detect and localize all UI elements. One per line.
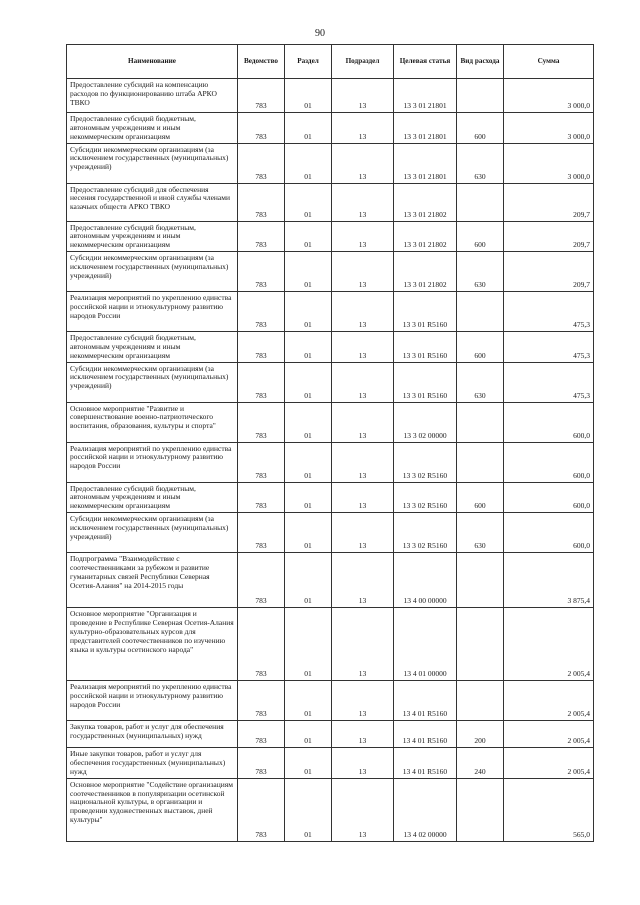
- row-subsection: 13: [332, 402, 394, 442]
- row-section: 01: [285, 221, 332, 252]
- row-section: 01: [285, 183, 332, 221]
- row-subsection: 13: [332, 681, 394, 721]
- row-section: 01: [285, 252, 332, 292]
- row-section: 01: [285, 608, 332, 681]
- row-amount: 2 005,4: [504, 748, 594, 779]
- row-subsection: 13: [332, 748, 394, 779]
- row-expense-type: [457, 292, 504, 332]
- row-department: 783: [238, 79, 285, 113]
- row-subsection: 13: [332, 513, 394, 553]
- row-target-article: 13 4 02 00000: [394, 778, 457, 841]
- row-department: 783: [238, 402, 285, 442]
- table-header-row: [67, 45, 594, 79]
- row-expense-type: 240: [457, 748, 504, 779]
- row-subsection: 13: [332, 482, 394, 513]
- row-name: Подпрограмма "Взаимодействие с соотечественниками за рубежом и развитие гуманитарных связей Республики Северная Осетия-Алания" на 2014-2015 годы: [67, 553, 238, 608]
- row-amount: 209,7: [504, 221, 594, 252]
- table-row: [67, 748, 594, 779]
- table-row: [67, 362, 594, 402]
- row-department: 783: [238, 221, 285, 252]
- row-target-article: 13 3 02 R5160: [394, 442, 457, 482]
- row-name: Основное мероприятие "Развитие и совершенствование военно-патриотического воспитания, образования, культуры и спорта": [67, 402, 238, 442]
- row-amount: 600,0: [504, 482, 594, 513]
- row-department: 783: [238, 681, 285, 721]
- row-expense-type: 600: [457, 221, 504, 252]
- row-name: Субсидии некоммерческим организациям (за исключением государственных (муниципальных) учреждений): [67, 143, 238, 183]
- row-section: 01: [285, 292, 332, 332]
- table-row: [67, 221, 594, 252]
- header-section: Раздел: [285, 45, 332, 79]
- row-name: Иные закупки товаров, работ и услуг для обеспечения государственных (муниципальных) нужд: [67, 748, 238, 779]
- table-row: [67, 332, 594, 363]
- row-expense-type: [457, 402, 504, 442]
- table-row: [67, 513, 594, 553]
- row-department: 783: [238, 721, 285, 748]
- row-amount: 600,0: [504, 513, 594, 553]
- row-amount: 3 000,0: [504, 79, 594, 113]
- row-name: Предоставление субсидий на компенсацию расходов по функционированию штаба АРКО ТВКО: [67, 79, 238, 113]
- row-expense-type: 630: [457, 143, 504, 183]
- row-name: Субсидии некоммерческим организациям (за исключением государственных (муниципальных) учреждений): [67, 513, 238, 553]
- row-name: Реализация мероприятий по укреплению единства российской нации и этнокультурному развитию народов России: [67, 292, 238, 332]
- table-row: [67, 252, 594, 292]
- row-subsection: 13: [332, 553, 394, 608]
- table-row: [67, 292, 594, 332]
- row-amount: 475,3: [504, 332, 594, 363]
- row-target-article: 13 3 01 21801: [394, 113, 457, 144]
- row-amount: 475,3: [504, 292, 594, 332]
- row-amount: 2 005,4: [504, 721, 594, 748]
- row-department: 783: [238, 332, 285, 363]
- row-section: 01: [285, 442, 332, 482]
- row-target-article: 13 3 01 21801: [394, 79, 457, 113]
- row-target-article: 13 3 01 R5160: [394, 292, 457, 332]
- row-department: 783: [238, 608, 285, 681]
- row-subsection: 13: [332, 252, 394, 292]
- row-subsection: 13: [332, 362, 394, 402]
- row-department: 783: [238, 748, 285, 779]
- row-subsection: 13: [332, 79, 394, 113]
- row-amount: 600,0: [504, 402, 594, 442]
- row-target-article: 13 4 01 R5160: [394, 748, 457, 779]
- row-target-article: 13 3 01 21802: [394, 183, 457, 221]
- row-section: 01: [285, 362, 332, 402]
- row-department: 783: [238, 362, 285, 402]
- row-expense-type: [457, 778, 504, 841]
- row-target-article: 13 3 01 R5160: [394, 362, 457, 402]
- table-row: [67, 681, 594, 721]
- row-subsection: 13: [332, 721, 394, 748]
- row-expense-type: [457, 183, 504, 221]
- row-expense-type: 600: [457, 482, 504, 513]
- row-section: 01: [285, 778, 332, 841]
- table-row: [67, 143, 594, 183]
- row-section: 01: [285, 143, 332, 183]
- table-row: [67, 553, 594, 608]
- row-section: 01: [285, 553, 332, 608]
- row-amount: 3 000,0: [504, 143, 594, 183]
- row-expense-type: [457, 681, 504, 721]
- row-subsection: 13: [332, 608, 394, 681]
- row-department: 783: [238, 183, 285, 221]
- row-target-article: 13 3 02 00000: [394, 402, 457, 442]
- row-amount: 209,7: [504, 183, 594, 221]
- table-row: [67, 79, 594, 113]
- row-department: 783: [238, 252, 285, 292]
- row-name: Предоставление субсидий бюджетным, автономным учреждениям и иным некоммерческим организациям: [67, 113, 238, 144]
- row-target-article: 13 3 01 21801: [394, 143, 457, 183]
- row-name: Предоставление субсидий для обеспечения несения государственной и иной службы членами казачьих обществ АРКО ТВКО: [67, 183, 238, 221]
- header-subsection: Подраздел: [332, 45, 394, 79]
- row-department: 783: [238, 442, 285, 482]
- row-expense-type: [457, 608, 504, 681]
- table-row: [67, 183, 594, 221]
- row-name: Субсидии некоммерческим организациям (за исключением государственных (муниципальных) учреждений): [67, 252, 238, 292]
- table-row: [67, 721, 594, 748]
- row-subsection: 13: [332, 221, 394, 252]
- row-expense-type: [457, 79, 504, 113]
- row-section: 01: [285, 513, 332, 553]
- row-name: Реализация мероприятий по укреплению единства российской нации и этнокультурному развитию народов России: [67, 442, 238, 482]
- row-expense-type: 630: [457, 362, 504, 402]
- row-expense-type: 600: [457, 332, 504, 363]
- row-department: 783: [238, 553, 285, 608]
- row-section: 01: [285, 681, 332, 721]
- row-target-article: 13 3 01 21802: [394, 252, 457, 292]
- row-section: 01: [285, 113, 332, 144]
- row-subsection: 13: [332, 143, 394, 183]
- row-section: 01: [285, 721, 332, 748]
- row-amount: 565,0: [504, 778, 594, 841]
- row-subsection: 13: [332, 292, 394, 332]
- row-subsection: 13: [332, 778, 394, 841]
- row-department: 783: [238, 778, 285, 841]
- row-expense-type: 630: [457, 513, 504, 553]
- row-amount: 209,7: [504, 252, 594, 292]
- row-amount: 475,3: [504, 362, 594, 402]
- row-subsection: 13: [332, 113, 394, 144]
- row-section: 01: [285, 332, 332, 363]
- row-target-article: 13 4 01 R5160: [394, 681, 457, 721]
- row-department: 783: [238, 513, 285, 553]
- row-subsection: 13: [332, 442, 394, 482]
- header-expense-type: Вид расхода: [457, 45, 504, 79]
- row-expense-type: 630: [457, 252, 504, 292]
- row-amount: 2 005,4: [504, 608, 594, 681]
- row-expense-type: 200: [457, 721, 504, 748]
- row-name: Основное мероприятие "Содействие организациям соотечественников в популяризации осетинской национальной культуры, в организации и проведении художественных выставок, дней культуры": [67, 778, 238, 841]
- header-name: Наименование: [67, 45, 238, 79]
- row-name: Закупка товаров, работ и услуг для обеспечения государственных (муниципальных) нужд: [67, 721, 238, 748]
- table-row: [67, 402, 594, 442]
- row-amount: 3 875,4: [504, 553, 594, 608]
- row-name: Предоставление субсидий бюджетным, автономным учреждениям и иным некоммерческим организациям: [67, 332, 238, 363]
- header-target-article: Целевая статья: [394, 45, 457, 79]
- row-target-article: 13 3 02 R5160: [394, 482, 457, 513]
- row-subsection: 13: [332, 183, 394, 221]
- row-target-article: 13 3 01 R5160: [394, 332, 457, 363]
- row-expense-type: [457, 553, 504, 608]
- row-name: Субсидии некоммерческим организациям (за исключением государственных (муниципальных) учреждений): [67, 362, 238, 402]
- row-amount: 3 000,0: [504, 113, 594, 144]
- table-row: [67, 608, 594, 681]
- row-department: 783: [238, 292, 285, 332]
- row-expense-type: 600: [457, 113, 504, 144]
- row-amount: 2 005,4: [504, 681, 594, 721]
- page-number: 90: [315, 28, 325, 39]
- row-target-article: 13 3 01 21802: [394, 221, 457, 252]
- row-section: 01: [285, 748, 332, 779]
- header-amount: Сумма: [504, 45, 594, 79]
- row-expense-type: [457, 442, 504, 482]
- row-section: 01: [285, 79, 332, 113]
- table-row: [67, 482, 594, 513]
- table-row: [67, 778, 594, 841]
- table-row: [67, 113, 594, 144]
- row-target-article: 13 4 01 00000: [394, 608, 457, 681]
- row-section: 01: [285, 482, 332, 513]
- row-subsection: 13: [332, 332, 394, 363]
- row-section: 01: [285, 402, 332, 442]
- row-target-article: 13 3 02 R5160: [394, 513, 457, 553]
- row-department: 783: [238, 482, 285, 513]
- row-name: Предоставление субсидий бюджетным, автономным учреждениям и иным некоммерческим организациям: [67, 221, 238, 252]
- header-department: Ведомство: [238, 45, 285, 79]
- table-row: [67, 442, 594, 482]
- row-department: 783: [238, 143, 285, 183]
- row-department: 783: [238, 113, 285, 144]
- row-name: Основное мероприятие "Организация и проведение в Республике Северная Осетия-Алания культурно-образовательных курсов для представителей соотечественников по изучению языка и культуры осетинского народа": [67, 608, 238, 681]
- row-name: Реализация мероприятий по укреплению единства российской нации и этнокультурному развитию народов России: [67, 681, 238, 721]
- row-target-article: 13 4 00 00000: [394, 553, 457, 608]
- row-name: Предоставление субсидий бюджетным, автономным учреждениям и иным некоммерческим организациям: [67, 482, 238, 513]
- row-target-article: 13 4 01 R5160: [394, 721, 457, 748]
- row-amount: 600,0: [504, 442, 594, 482]
- budget-table: [66, 44, 594, 842]
